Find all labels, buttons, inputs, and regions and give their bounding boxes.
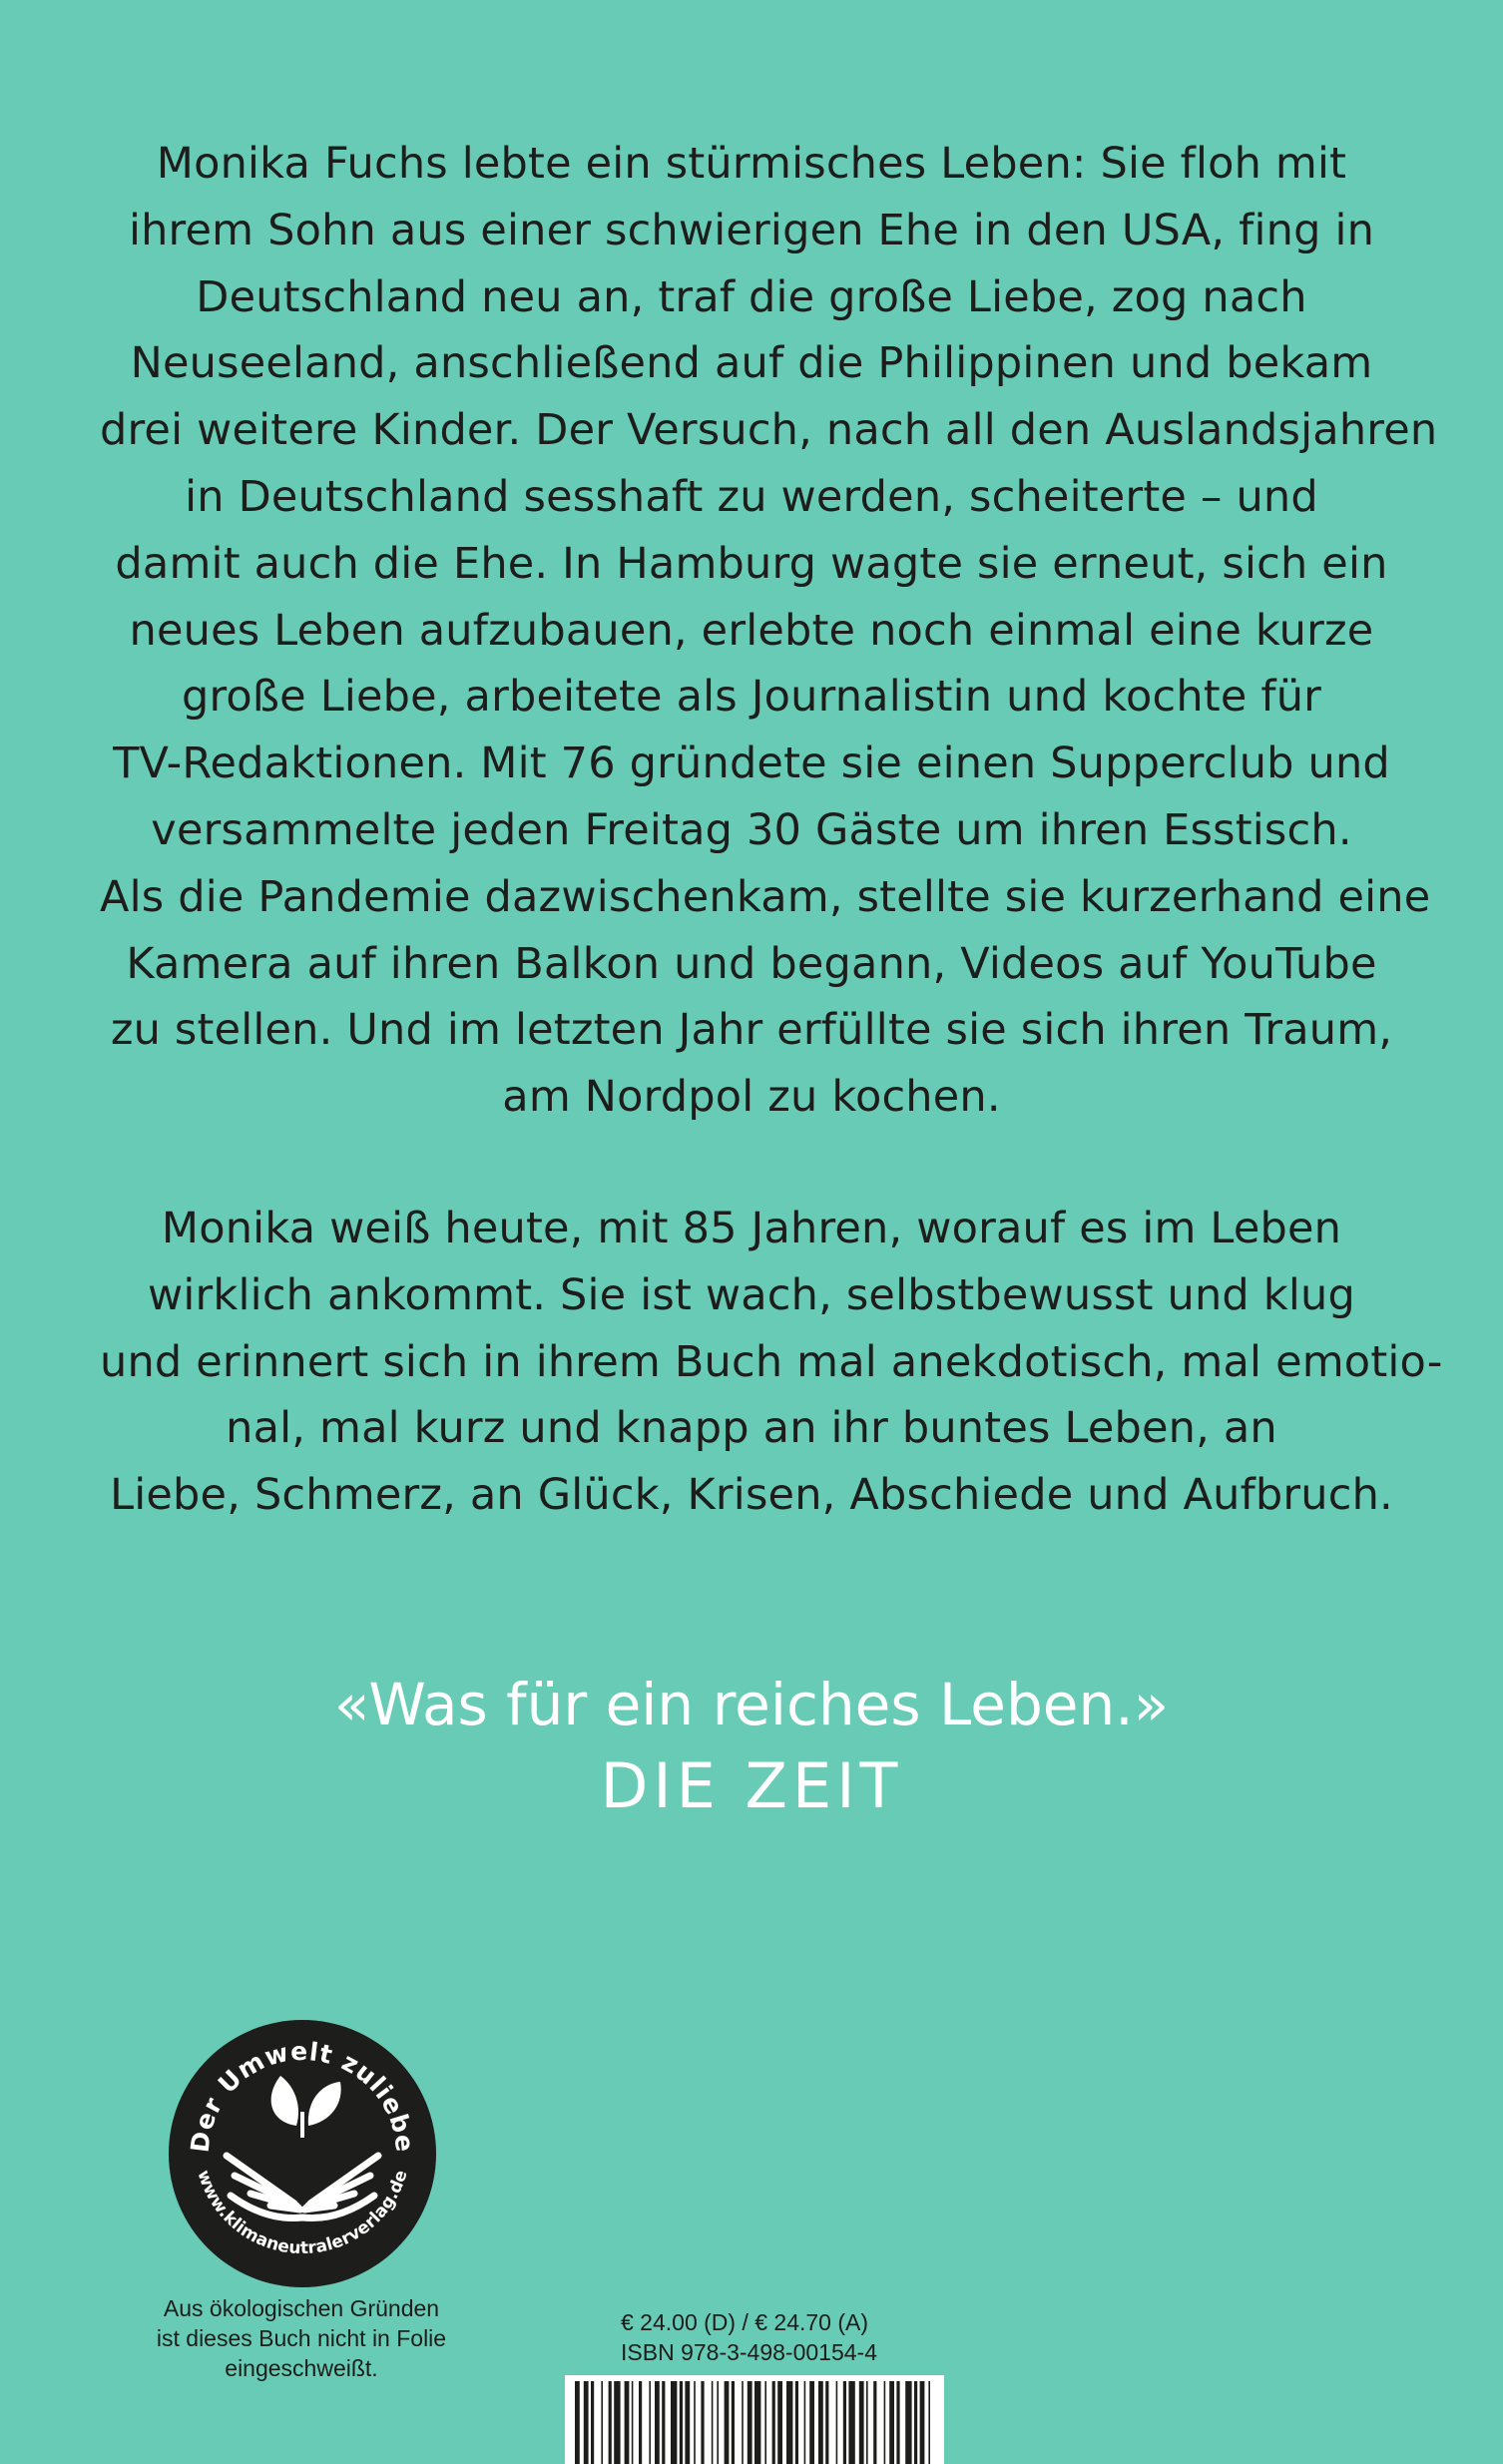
blurb-line: TV-Redaktionen. Mit 76 gründete sie einen Supperclub und	[113, 739, 1390, 789]
blurb-line: nal, mal kurz und knapp an ihr buntes Leben, an	[226, 1403, 1277, 1454]
barcode-bar	[701, 2381, 704, 2464]
barcode-bar	[680, 2381, 683, 2464]
blurb-line: am Nordpol zu kochen.	[502, 1072, 1001, 1123]
eco-badge-logo	[167, 2018, 438, 2289]
barcode-bar	[889, 2381, 894, 2464]
barcode-bar	[584, 2381, 589, 2464]
barcode-bar	[717, 2381, 719, 2464]
blurb-line: versammelte jeden Freitag 30 Gäste um ihren Esstisch.	[151, 804, 1352, 855]
blurb-line: damit auch die Ehe. In Hamburg wagte sie erneut, sich ein	[115, 538, 1388, 589]
barcode-bar	[809, 2381, 814, 2464]
barcode-bar	[764, 2381, 766, 2464]
barcode-bar	[655, 2381, 660, 2464]
barcode-bar	[873, 2381, 876, 2464]
barcode-bar	[609, 2381, 612, 2464]
barcode-bar	[777, 2381, 782, 2464]
eco-badge-url-text: www.klimaneutralerverlag.de	[193, 2168, 412, 2259]
blurb-line: Monika weiß heute, mit 85 Jahren, worauf es im Leben	[161, 1204, 1342, 1253]
barcode-bar	[662, 2381, 665, 2464]
blurb-line: ihrem Sohn aus einer schwierigen Ehe in den USA, fing in	[128, 205, 1375, 255]
barcode-bar	[920, 2381, 925, 2464]
blurb-line: zu stellen. Und im letzten Jahr erfüllte sie sich ihren Traum,	[110, 1005, 1393, 1056]
price-text: € 24.00 (D) / € 24.70 (A)	[621, 2309, 869, 2335]
barcode-bar	[712, 2381, 714, 2464]
barcode-bar	[905, 2381, 911, 2464]
barcode-bar	[754, 2381, 760, 2464]
barcode-bar	[928, 2381, 930, 2464]
eco-badge-top-text: Der Umwelt zuliebe	[185, 2036, 420, 2155]
barcode-bar	[804, 2381, 806, 2464]
barcode-bar	[732, 2381, 735, 2464]
barcode-bar	[896, 2381, 899, 2464]
barcode-bar	[843, 2381, 846, 2464]
blurb-line: Liebe, Schmerz, an Glück, Krisen, Abschiede und Aufbruch.	[110, 1470, 1393, 1521]
barcode-bar	[685, 2381, 690, 2464]
barcode-bar	[625, 2381, 630, 2464]
blurb-line: neues Leben aufzubauen, erlebte noch einmal eine kurze	[129, 605, 1374, 656]
press-quote: «Was für ein reiches Leben.»	[333, 1671, 1170, 1738]
blurb-line: in Deutschland sesshaft zu werden, scheiterte – und	[185, 471, 1318, 522]
blurb-line: drei weitere Kinder. Der Versuch, nach all den Auslandsjahren	[100, 405, 1438, 456]
barcode-bar	[694, 2381, 696, 2464]
barcode-bar	[772, 2381, 775, 2464]
barcode-bar	[725, 2381, 730, 2464]
blurb-line: wirklich ankommt. Sie ist wach, selbstbewusst und klug	[148, 1269, 1355, 1320]
barcode-bar	[884, 2381, 886, 2464]
barcode-bar	[748, 2381, 752, 2464]
barcode-bar	[859, 2381, 864, 2464]
blurb-line: Kamera auf ihren Balkon und begann, Videos auf YouTube	[126, 938, 1377, 989]
barcode-bar	[601, 2381, 603, 2464]
blurb-paragraph-1	[100, 131, 1438, 1131]
blurb-line: Neuseeland, anschließend auf die Philippinen und bekam	[130, 338, 1373, 389]
barcode-bar	[575, 2381, 580, 2464]
barcode-bar	[639, 2381, 642, 2464]
barcode-bar	[848, 2381, 854, 2464]
isbn-barcode	[565, 2375, 944, 2464]
isbn-text: ISBN 978-3-498-00154-4	[621, 2339, 877, 2365]
blurb-line: und erinnert sich in ihrem Buch mal anekdotisch, mal emotio-	[100, 1336, 1443, 1387]
barcode-bar	[825, 2381, 828, 2464]
blurb-paragraph-2	[100, 1196, 1443, 1529]
barcode-bar	[614, 2381, 620, 2464]
press-quote-source: DIE ZEIT	[600, 1749, 903, 1822]
eco-note-line: eingeschweißt.	[225, 2355, 378, 2381]
barcode-bar	[742, 2381, 744, 2464]
eco-note	[130, 2293, 473, 2383]
barcode-bar	[866, 2381, 868, 2464]
blurb-line: Deutschland neu an, traf die große Liebe, zog nach	[196, 271, 1307, 322]
barcode-bar	[818, 2381, 823, 2464]
price-info	[621, 2307, 877, 2367]
barcode-bar	[632, 2381, 634, 2464]
barcode-bar	[786, 2381, 792, 2464]
barcode-bar	[649, 2381, 651, 2464]
barcode-bar	[591, 2381, 594, 2464]
barcode-bar	[795, 2381, 798, 2464]
blurb-line: Monika Fuchs lebte ein stürmisches Leben: Sie floh mit	[156, 139, 1347, 189]
eco-note-line: ist dieses Buch nicht in Folie	[156, 2325, 447, 2351]
blurb-line: große Liebe, arbeitete als Journalistin und kochte für	[181, 672, 1322, 723]
barcode-bar	[836, 2381, 838, 2464]
blurb-line: Als die Pandemie dazwischenkam, stellte sie kurzerhand eine	[100, 871, 1431, 922]
barcode-bar	[671, 2381, 677, 2464]
eco-note-line: Aus ökologischen Gründen	[163, 2295, 440, 2321]
barcode-bar	[914, 2381, 917, 2464]
